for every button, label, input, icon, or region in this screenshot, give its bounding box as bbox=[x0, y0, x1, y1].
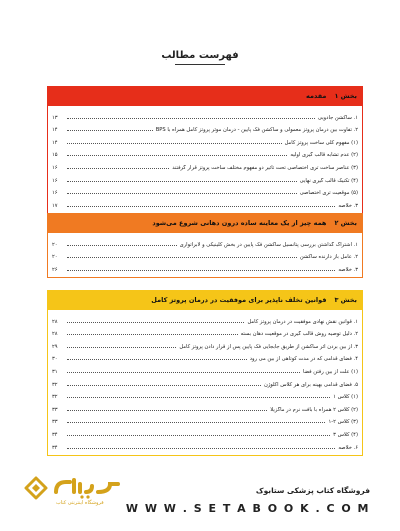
toc-row-text: ۲. تفاوت بین درمان پروتز معمولی و ساکشن فک پایین - درمان موثر پروتز کامل همراه با BPS bbox=[155, 127, 358, 134]
toc-row-text: ۶. خلاصه bbox=[338, 444, 358, 451]
toc-row-page: ۲۰ bbox=[52, 254, 58, 261]
toc-row-page: ۱۶ bbox=[52, 164, 58, 171]
dot-leader bbox=[67, 168, 169, 169]
dot-leader bbox=[67, 422, 325, 423]
toc-row-page: ۳۱ bbox=[52, 368, 58, 375]
toc-row-page: ۲۹ bbox=[52, 343, 58, 350]
toc-row-page: ۳۲ bbox=[52, 394, 58, 401]
toc-row[interactable] bbox=[52, 325, 358, 338]
toc-row-text: (۴) کلاس ۳ bbox=[333, 431, 358, 438]
toc-row[interactable] bbox=[52, 146, 358, 159]
dot-leader bbox=[67, 130, 153, 131]
section-3-body bbox=[47, 310, 363, 456]
toc-row[interactable] bbox=[52, 108, 358, 121]
toc-row-text: (۳) کلاس ۲-۱ bbox=[328, 419, 358, 426]
toc-row-text: ۴. فضای قدامی که در مدت کوتاهی از بین می رود bbox=[249, 356, 358, 363]
toc-row[interactable] bbox=[52, 184, 358, 197]
toc-row[interactable] bbox=[52, 158, 358, 171]
toc-row[interactable] bbox=[52, 413, 358, 426]
dot-leader bbox=[67, 385, 261, 386]
dot-leader bbox=[67, 359, 247, 360]
dot-leader bbox=[67, 397, 330, 398]
toc-row[interactable] bbox=[52, 196, 358, 209]
dot-leader bbox=[67, 181, 297, 182]
dot-leader bbox=[67, 410, 267, 411]
toc-row[interactable] bbox=[52, 400, 358, 413]
toc-row[interactable] bbox=[52, 375, 358, 388]
toc-row-page: ۱۵ bbox=[52, 152, 58, 159]
toc-row-text: ۵. فضای قدامی بهینه برای هر کلاس اکلوژن bbox=[263, 381, 358, 388]
section-2-label: بخش ۲ bbox=[334, 219, 357, 227]
toc-row-text: (۱) مفهوم کلی ساخت پروتز کامل bbox=[284, 139, 358, 146]
toc-row-page: ۳۳ bbox=[52, 406, 58, 413]
toc-row-page: ۳۲ bbox=[52, 381, 58, 388]
dot-leader bbox=[67, 143, 282, 144]
section-1-body bbox=[47, 106, 363, 214]
logo-subtext: فروشگاه اینترنتی کتاب bbox=[56, 500, 104, 506]
toc-row[interactable] bbox=[52, 312, 358, 325]
toc-row-text: ۳. خلاصه bbox=[338, 202, 358, 209]
toc-row-text: (۱) کلاس ۱ bbox=[333, 394, 358, 401]
dot-leader bbox=[67, 334, 238, 335]
toc-row[interactable] bbox=[52, 388, 358, 401]
toc-row[interactable] bbox=[52, 350, 358, 363]
store-name: فروشگاه کتاب پزشکی ستابوک bbox=[255, 486, 370, 495]
section-3-label: بخش ۳ bbox=[334, 296, 357, 304]
section-2-header[interactable] bbox=[47, 213, 363, 233]
section-1 bbox=[47, 86, 363, 214]
toc-row-text: (۳) عناصر ساخت تری اختصاصی تحت تأثیر دو مفهوم مختلف ساخت پروتز قرار گرفتند bbox=[172, 164, 358, 171]
page-title: فهرست مطالب bbox=[161, 50, 239, 61]
setabook-logo-icon bbox=[22, 472, 132, 502]
section-3-header[interactable] bbox=[47, 290, 363, 310]
toc-row-page: ۱۳ bbox=[52, 114, 58, 121]
toc-row[interactable] bbox=[52, 425, 358, 438]
dot-leader bbox=[67, 270, 335, 271]
toc-row-page: ۲۶ bbox=[52, 266, 58, 273]
toc-row-page: ۱۶ bbox=[52, 190, 58, 197]
toc-row[interactable] bbox=[52, 235, 358, 248]
toc-row-text: (۲) عدم تشابه قالب گیری اولیه bbox=[290, 152, 358, 159]
toc-row[interactable] bbox=[52, 260, 358, 273]
section-3 bbox=[47, 290, 363, 456]
toc-row[interactable] bbox=[52, 171, 358, 184]
toc-row-page: ۳۴ bbox=[52, 444, 58, 451]
toc-row-text: (۱) علت از بین رفتن فضا bbox=[303, 368, 358, 375]
section-2 bbox=[47, 213, 363, 278]
dot-leader bbox=[67, 448, 335, 449]
title-underline bbox=[175, 64, 225, 65]
toc-row[interactable] bbox=[52, 438, 358, 451]
section-1-title: مقدمه bbox=[306, 92, 327, 100]
toc-row-page: ۲۸ bbox=[52, 318, 58, 325]
toc-row[interactable] bbox=[52, 133, 358, 146]
dot-leader bbox=[67, 155, 287, 156]
toc-row-text: ۱. ساکشن جادویی bbox=[317, 114, 358, 121]
toc-row-text: ۳. از بین بردن اثر ساکشن از طریق جابجایی فک پایین پس از قرار دادن پروتز کامل bbox=[179, 343, 358, 350]
dot-leader bbox=[67, 206, 335, 207]
toc-row[interactable] bbox=[52, 121, 358, 134]
dot-leader bbox=[67, 372, 300, 373]
toc-row-page: ۳۴ bbox=[52, 431, 58, 438]
toc-row-text: ۱. قوانین نقش نهادی موفقیت در درمان پروتز کامل bbox=[247, 318, 358, 325]
toc-row-text: ۳. خلاصه bbox=[338, 266, 358, 273]
dot-leader bbox=[67, 257, 297, 258]
toc-row[interactable] bbox=[52, 337, 358, 350]
toc-row-text: ۱. اشتراک گذاشتن بررسی پتانسیل ساکشن فک پایین در بخش کلینیکی و لابراتواری bbox=[179, 241, 358, 248]
toc-row-text: (۴) تکنیک قالب گیری نهایی bbox=[299, 177, 358, 184]
toc-row-text: (۵) موقعیت تری اختصاصی bbox=[299, 190, 358, 197]
toc-row-page: ۲۸ bbox=[52, 331, 58, 338]
toc-row-page: ۱۴ bbox=[52, 139, 58, 146]
toc-row[interactable] bbox=[52, 362, 358, 375]
dot-leader bbox=[67, 435, 330, 436]
dot-leader bbox=[67, 347, 176, 348]
section-2-body bbox=[47, 233, 363, 278]
toc-row-page: ۳۳ bbox=[52, 419, 58, 426]
toc-row-page: ۱۴ bbox=[52, 127, 58, 134]
dot-leader bbox=[67, 322, 244, 323]
toc-row[interactable] bbox=[52, 248, 358, 261]
toc-row-text: ۲. دلیل توصیه روش قالب گیری در موقعیت دهان بسته bbox=[240, 331, 358, 338]
section-2-title: همه چیز از یک معاینه ساده درون دهانی شروع می‌شود bbox=[152, 219, 327, 227]
section-1-header[interactable] bbox=[47, 86, 363, 106]
toc-row-page: ۳۰ bbox=[52, 356, 58, 363]
section-1-label: بخش ۱ bbox=[334, 92, 357, 100]
dot-leader bbox=[67, 118, 315, 119]
toc-row-page: ۲۰ bbox=[52, 241, 58, 248]
toc-row-page: ۱۶ bbox=[52, 177, 58, 184]
dot-leader bbox=[67, 245, 177, 246]
toc-row-page: ۱۷ bbox=[52, 202, 58, 209]
section-3-title: قوانین تخلف ناپذیر برای موفقیت در درمان پروتز کامل bbox=[151, 296, 327, 304]
setabook-logo[interactable] bbox=[22, 472, 132, 514]
store-url[interactable]: W W W . S E T A B O O K . C O M bbox=[125, 502, 370, 515]
toc-row-text: ۲. عامل باز دارنده ساکشن bbox=[299, 254, 358, 261]
toc-row-text: (۲) کلاس ۲ همراه با بافت نرم در ماگزیلا bbox=[270, 406, 358, 413]
dot-leader bbox=[67, 193, 297, 194]
